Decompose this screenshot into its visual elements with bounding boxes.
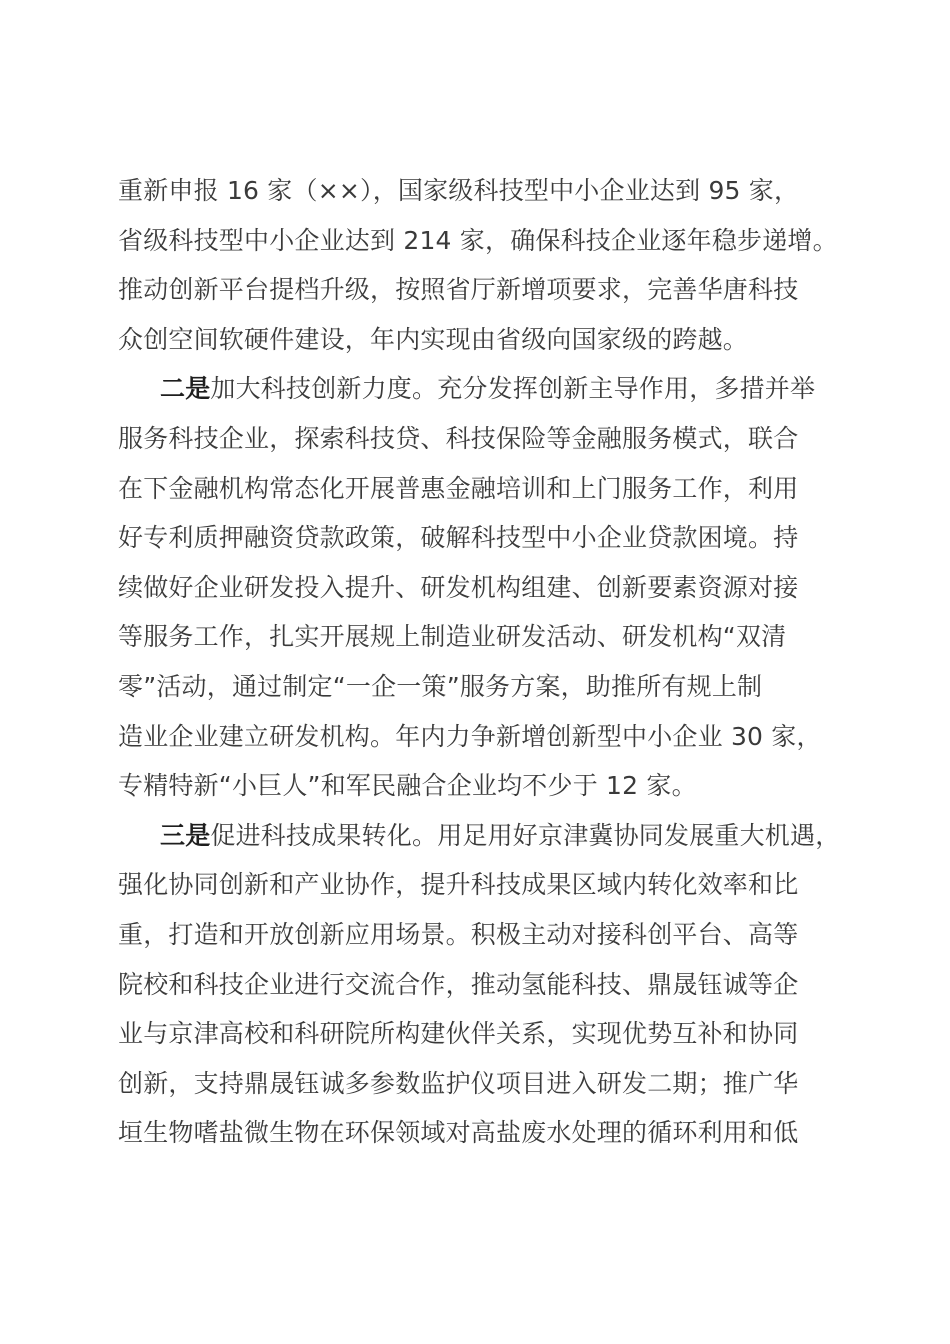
text-line: 创新，支持鼎晟钰诚多参数监护仪项目进入研发二期；推广华 — [118, 1068, 799, 1098]
paragraph-lead: 三是 — [160, 820, 211, 850]
text-line: 众创空间软硬件建设，年内实现由省级向国家级的跨越。 — [118, 324, 749, 354]
text-line: 垣生物嗜盐微生物在环保领域对高盐废水处理的循环利用和低 — [118, 1118, 799, 1148]
text-line: 等服务工作，扎实开展规上制造业研发活动、研发机构“双清 — [118, 622, 787, 652]
text-line: 院校和科技企业进行交流合作，推动氢能科技、鼎晟钰诚等企 — [118, 969, 799, 999]
text-line: 好专利质押融资贷款政策，破解科技型中小企业贷款困境。持 — [118, 523, 799, 553]
text-span: 促进科技成果转化。用足用好京津冀协同发展重大机遇， — [210, 820, 841, 850]
text-line: 业与京津高校和科研院所构建伙伴关系，实现优势互补和协同 — [118, 1019, 799, 1049]
body-text — [118, 166, 848, 1158]
text-line: 推动创新平台提档升级，按照省厅新增项要求，完善华唐科技 — [118, 275, 799, 305]
text-span: 加大科技创新力度。充分发挥创新主导作用，多措并举 — [210, 374, 816, 404]
text-line: 零”活动，通过制定“一企一策”服务方案，助推所有规上制 — [118, 671, 763, 701]
text-line: 重，打造和开放创新应用场景。积极主动对接科创平台、高等 — [118, 919, 799, 949]
paragraph-1 — [118, 166, 848, 364]
text-line: 在下金融机构常态化开展普惠金融培训和上门服务工作，利用 — [118, 473, 799, 503]
paragraph-first-line — [118, 364, 848, 414]
text-line: 强化协同创新和产业协作，提升科技成果区域内转化效率和比 — [118, 870, 799, 900]
text-line: 服务科技企业，探索科技贷、科技保险等金融服务模式，联合 — [118, 423, 799, 453]
text-line: 续做好企业研发投入提升、研发机构组建、创新要素资源对接 — [118, 572, 799, 602]
text-line: 专精特新“小巨人”和军民融合企业均不少于 12 家。 — [118, 771, 697, 801]
paragraph-first-line — [118, 811, 848, 861]
paragraph-lead: 二是 — [160, 374, 211, 404]
text-line: 重新申报 16 家（××），国家级科技型中小企业达到 95 家， — [118, 176, 800, 205]
paragraph-2 — [118, 364, 848, 810]
text-line: 省级科技型中小企业达到 214 家，确保科技企业逐年稳步递增。 — [118, 225, 838, 255]
text-line: 造业企业建立研发机构。年内力争新增创新型中小企业 30 家， — [118, 721, 822, 751]
paragraph-3 — [118, 811, 848, 1158]
